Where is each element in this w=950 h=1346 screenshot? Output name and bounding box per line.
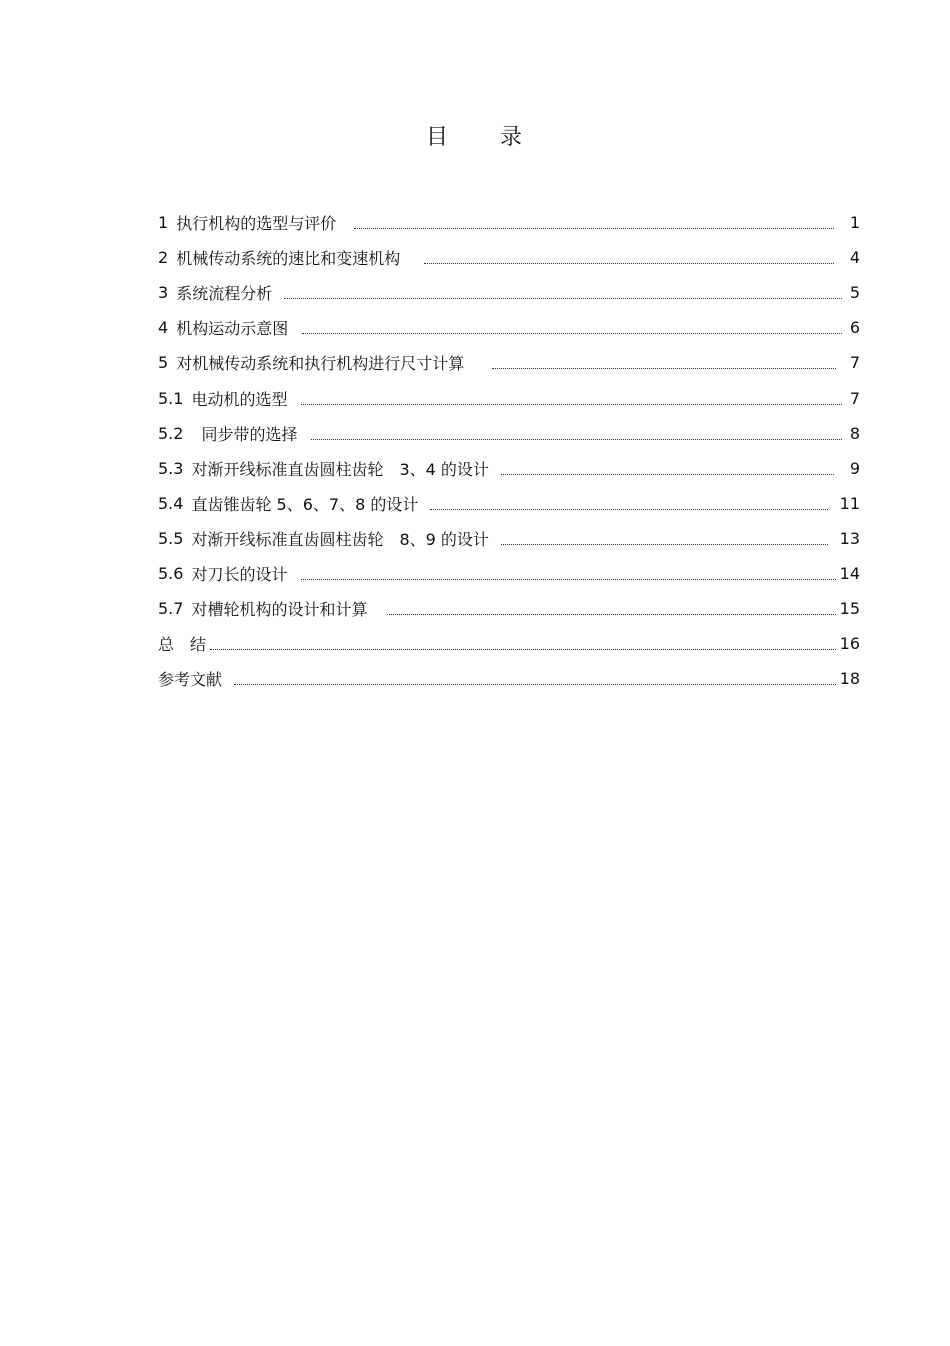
toc-title: [0, 120, 950, 151]
toc-entry-leader: [424, 263, 834, 264]
toc-entry: [158, 275, 860, 310]
toc-entry-number: 1: [158, 213, 169, 233]
toc-entry-leader: [501, 474, 834, 475]
toc-entry-number: 5.4: [158, 493, 184, 513]
toc-entry-page: 1: [849, 213, 860, 233]
toc-entry-title: 对刀长的设计: [191, 564, 288, 584]
toc-entry-number: 5.6: [158, 563, 184, 583]
toc-entry-leader: [234, 684, 836, 685]
toc-entry-page: 8: [849, 423, 860, 443]
toc-entry-title: 总 结: [158, 635, 207, 655]
toc-entry-leader: [354, 228, 834, 229]
toc-entry-title: 同步带的选择: [201, 424, 298, 444]
toc-entry: [158, 521, 860, 556]
toc-entry-number: 4: [158, 318, 169, 338]
toc-entry-title: 机构运动示意图: [176, 319, 289, 339]
toc-entry: [158, 345, 860, 380]
toc-entry-leader: [210, 649, 836, 650]
toc-title-left: 目: [425, 125, 450, 150]
toc-entry: [158, 486, 860, 521]
toc-entry-number: 3: [158, 283, 169, 303]
toc-entry-leader: [501, 544, 828, 545]
toc-list: [158, 205, 860, 696]
toc-entry: [158, 380, 860, 415]
toc-entry-number: 2: [158, 248, 169, 268]
toc-entry-page: 15: [839, 599, 860, 619]
toc-entry-leader: [301, 404, 842, 405]
toc-entry: [158, 205, 860, 240]
toc-entry-leader: [301, 579, 835, 580]
toc-entry: [158, 240, 860, 275]
toc-entry-page: 16: [839, 634, 860, 654]
toc-entry-page: 4: [849, 248, 860, 268]
toc-entry-number: 5.5: [158, 528, 184, 548]
toc-title-right: 录: [500, 125, 525, 150]
toc-entry-number: 5.1: [158, 388, 184, 408]
toc-entry-title: 对机械传动系统和执行机构进行尺寸计算: [176, 354, 465, 374]
toc-entry-page: 6: [849, 318, 860, 338]
toc-entry-title: 机械传动系统的速比和变速机构: [176, 249, 401, 269]
toc-entry-title: 直齿锥齿轮 5、6、7、8 的设计: [191, 494, 419, 514]
toc-entry-title: 系统流程分析: [176, 284, 273, 304]
toc-entry-page: 9: [849, 458, 860, 478]
toc-entry-page: 7: [849, 388, 860, 408]
toc-entry-title: 电动机的选型: [191, 389, 288, 409]
toc-entry-page: 7: [849, 353, 860, 373]
toc-entry-title: 对渐开线标准直齿圆柱齿轮 3、4 的设计: [191, 459, 489, 479]
toc-entry-page: 13: [839, 528, 860, 548]
toc-entry: [158, 310, 860, 345]
toc-entry-page: 14: [839, 563, 860, 583]
toc-entry-title: 参考文献: [158, 670, 223, 690]
toc-entry-page: 5: [849, 283, 860, 303]
toc-entry-number: 5.7: [158, 599, 184, 619]
toc-entry-leader: [492, 368, 836, 369]
toc-entry: [158, 416, 860, 451]
toc-entry-title: 执行机构的选型与评价: [176, 214, 337, 234]
toc-entry-leader: [387, 614, 835, 615]
toc-entry-leader: [430, 509, 827, 510]
toc-entry-page: 18: [839, 669, 860, 689]
toc-entry-leader: [284, 298, 842, 299]
toc-entry-leader: [302, 333, 842, 334]
toc-entry: [158, 626, 860, 661]
toc-entry: [158, 661, 860, 696]
toc-entry-page: 11: [839, 493, 860, 513]
toc-entry: [158, 451, 860, 486]
toc-entry-title: 对渐开线标准直齿圆柱齿轮 8、9 的设计: [191, 529, 489, 549]
toc-entry-number: 5.2: [158, 423, 184, 443]
toc-entry-number: 5.3: [158, 458, 184, 478]
toc-entry-title: 对槽轮机构的设计和计算: [191, 600, 368, 620]
toc-entry: [158, 591, 860, 626]
toc-entry-number: 5: [158, 353, 169, 373]
toc-entry-leader: [311, 439, 842, 440]
toc-entry: [158, 556, 860, 591]
